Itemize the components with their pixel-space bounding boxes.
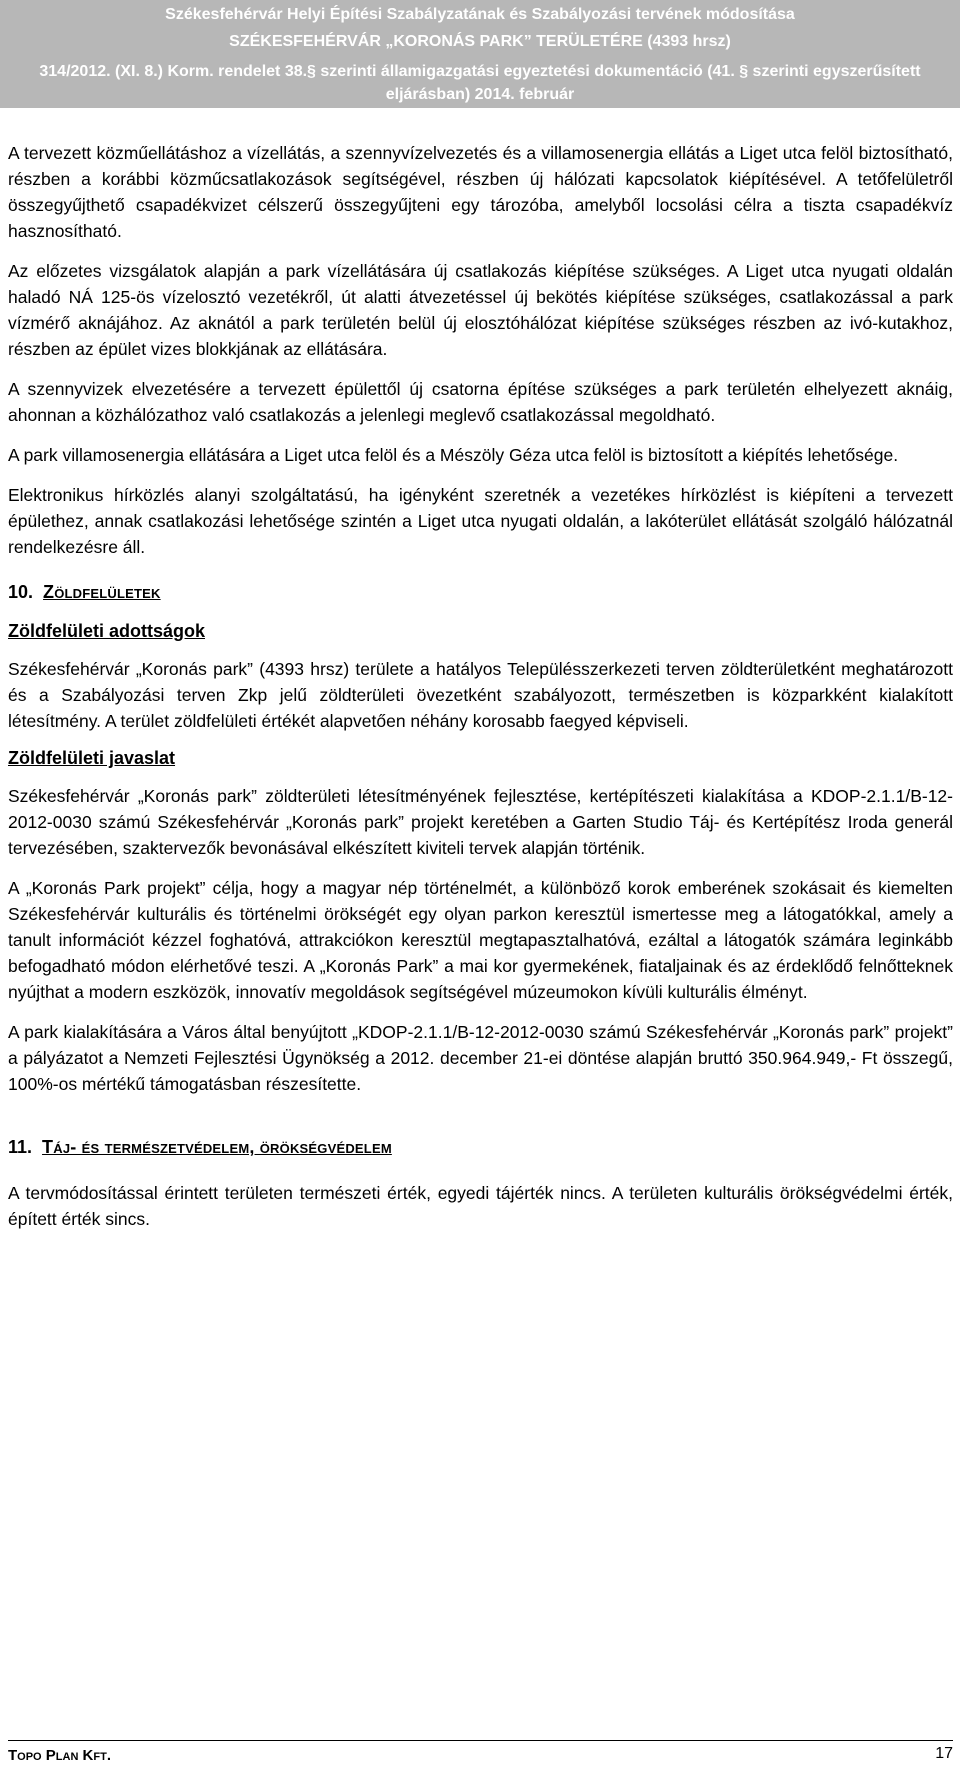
footer-rule (8, 1740, 953, 1741)
page-number: 17 (935, 1745, 953, 1762)
paragraph-green-conditions: Székesfehérvár „Koronás park” (4393 hrsz) területe a hatályos Településszerkezeti terven zöldterületként meghatározott és a Szabályozási terven Zkp jelű zöldterületi övezetként szabályozott, természetben is közparkként kialakított létesítmény. A terület zöldfelületi értékét alapvetően néhány korosabb faegyed képviseli. (8, 659, 953, 731)
paragraph-utilities: A tervezett közműellátáshoz a vízellátás, a szennyvízelvezetés és a villamosenergia ellátás a Liget utca felöl biztosítható, részben a korábbi közműcsatlakozások segítségével, részben új hálózati kapcsolatok kiépítésével. A tetőfelületről összegyűjthető csapadékvizet célszerű összegyűjteni egy tározóba, amelyből locsolási célra a tiszta csapadékvíz hasznosítható. (8, 143, 953, 241)
section-number: 11. (8, 1137, 33, 1157)
paragraph-electricity: A park villamosenergia ellátására a Liget utca felöl és a Mészöly Géza utca felöl is biztosított a kiépítés lehetősége. (8, 445, 899, 465)
subheading-green-conditions: Zöldfelületi adottságok (8, 621, 206, 641)
paragraph-project-goal: A „Koronás Park projekt” célja, hogy a magyar nép történelmét, a különböző korok emberének szokásait és kiemelten Székesfehérvár kulturális és történelmi örökségét egy olyan parkon keresztül ismertesse meg a látogatókkal, amely a tanult információt kézzel foghatóvá, attrakciókon keresztül megtapasztalhatóvá, ezáltal a látogatók számára leginkább befogadható módon elérhetővé teszi. A „Koronás Park” a mai kor gyermekének, fiataljainak és az érdeklődő felnőtteknek nyújthat a modern eszközök, innovatív megoldások segítségével múzeumokon kívüli kulturális élményt. (8, 878, 953, 1002)
footer-company: Topo Plan Kft. (8, 1747, 111, 1764)
paragraph-sewage: A szennyvizek elvezetésére a tervezett épülettől új csatorna építése szükséges a park területén elhelyezett aknáig, ahonnan a közhálózathoz való csatlakozás a jelenlegi meglevő csatlakozással megoldható. (8, 379, 953, 425)
header-subtitle: SZÉKESFEHÉRVÁR „KORONÁS PARK” TERÜLETÉRE (4393 hrsz) (229, 33, 731, 50)
header-reference: 314/2012. (XI. 8.) Korm. rendelet 38.§ szerinti államigazgatási egyeztetési dokumentáció (41. § szerinti egyszerűsített eljárásban) 2014. február (39, 63, 921, 103)
paragraph-telecom: Elektronikus hírközlés alanyi szolgáltatású, ha igényként szeretnék a vezetékes hírközlést is kiépíteni a tervezett épülethez, annak csatlakozási lehetősége szintén a Liget utca nyugati oldalán, a lakóterület ellátását szolgáló hálózatnál rendelkezésre áll. (8, 485, 953, 557)
paragraph-landscape-protection: A tervmódosítással érintett területen természeti érték, egyedi tájérték nincs. A területen kulturális örökségvédelmi érték, épített érték sincs. (8, 1183, 953, 1229)
paragraph-water-supply: Az előzetes vizsgálatok alapján a park vízellátására új csatlakozás kiépítése szükséges. A Liget utca nyugati oldalán haladó NÁ 125-ös vízelosztó vezetékről, út alatti átvezetéssel új bekötés kiépítése szükséges, csatlakozással a park vízmérő aknájához. Az aknától a park területén belül új elosztóhálózat kiépítése szükséges részben az ivó-kutakhoz, részben az épület vizes blokkjának az ellátására. (8, 261, 953, 359)
section-11-heading (8, 1137, 953, 1158)
paragraph-project-funding: A park kialakítására a Város által benyújtott „KDOP-2.1.1/B-12-2012-0030 számú Székesfehérvár „Koronás park” projekt” a pályázatot a Nemzeti Fejlesztési Ügynökség a 2012. december 21-ei döntése alapján bruttó 350.964.949,- Ft összegű, 100%-os mértékű támogatásban részesítette. (8, 1022, 953, 1094)
header-title: Székesfehérvár Helyi Építési Szabályzatának és Szabályozási tervének módosítása (165, 6, 795, 23)
section-title: Zöldfelületek (43, 582, 161, 602)
subheading-green-proposal: Zöldfelületi javaslat (8, 748, 176, 768)
paragraph-green-proposal: Székesfehérvár „Koronás park” zöldterületi létesítményének fejlesztése, kertépítészeti kialakítása a KDOP-2.1.1/B-12-2012-0030 számú Székesfehérvár „Koronás park” projekt keretében a Garten Studio Táj- és Kertépítész Iroda generál tervezésében, szaktervezők bevonásával elkészített kiviteli tervek alapján történik. (8, 786, 953, 858)
document-header (0, 0, 960, 108)
section-10-heading (8, 582, 953, 603)
page-footer (8, 1743, 953, 1765)
section-title: Táj- és természetvédelem, örökségvédelem (42, 1137, 392, 1157)
document-body (8, 140, 953, 1246)
section-number: 10. (8, 582, 34, 602)
